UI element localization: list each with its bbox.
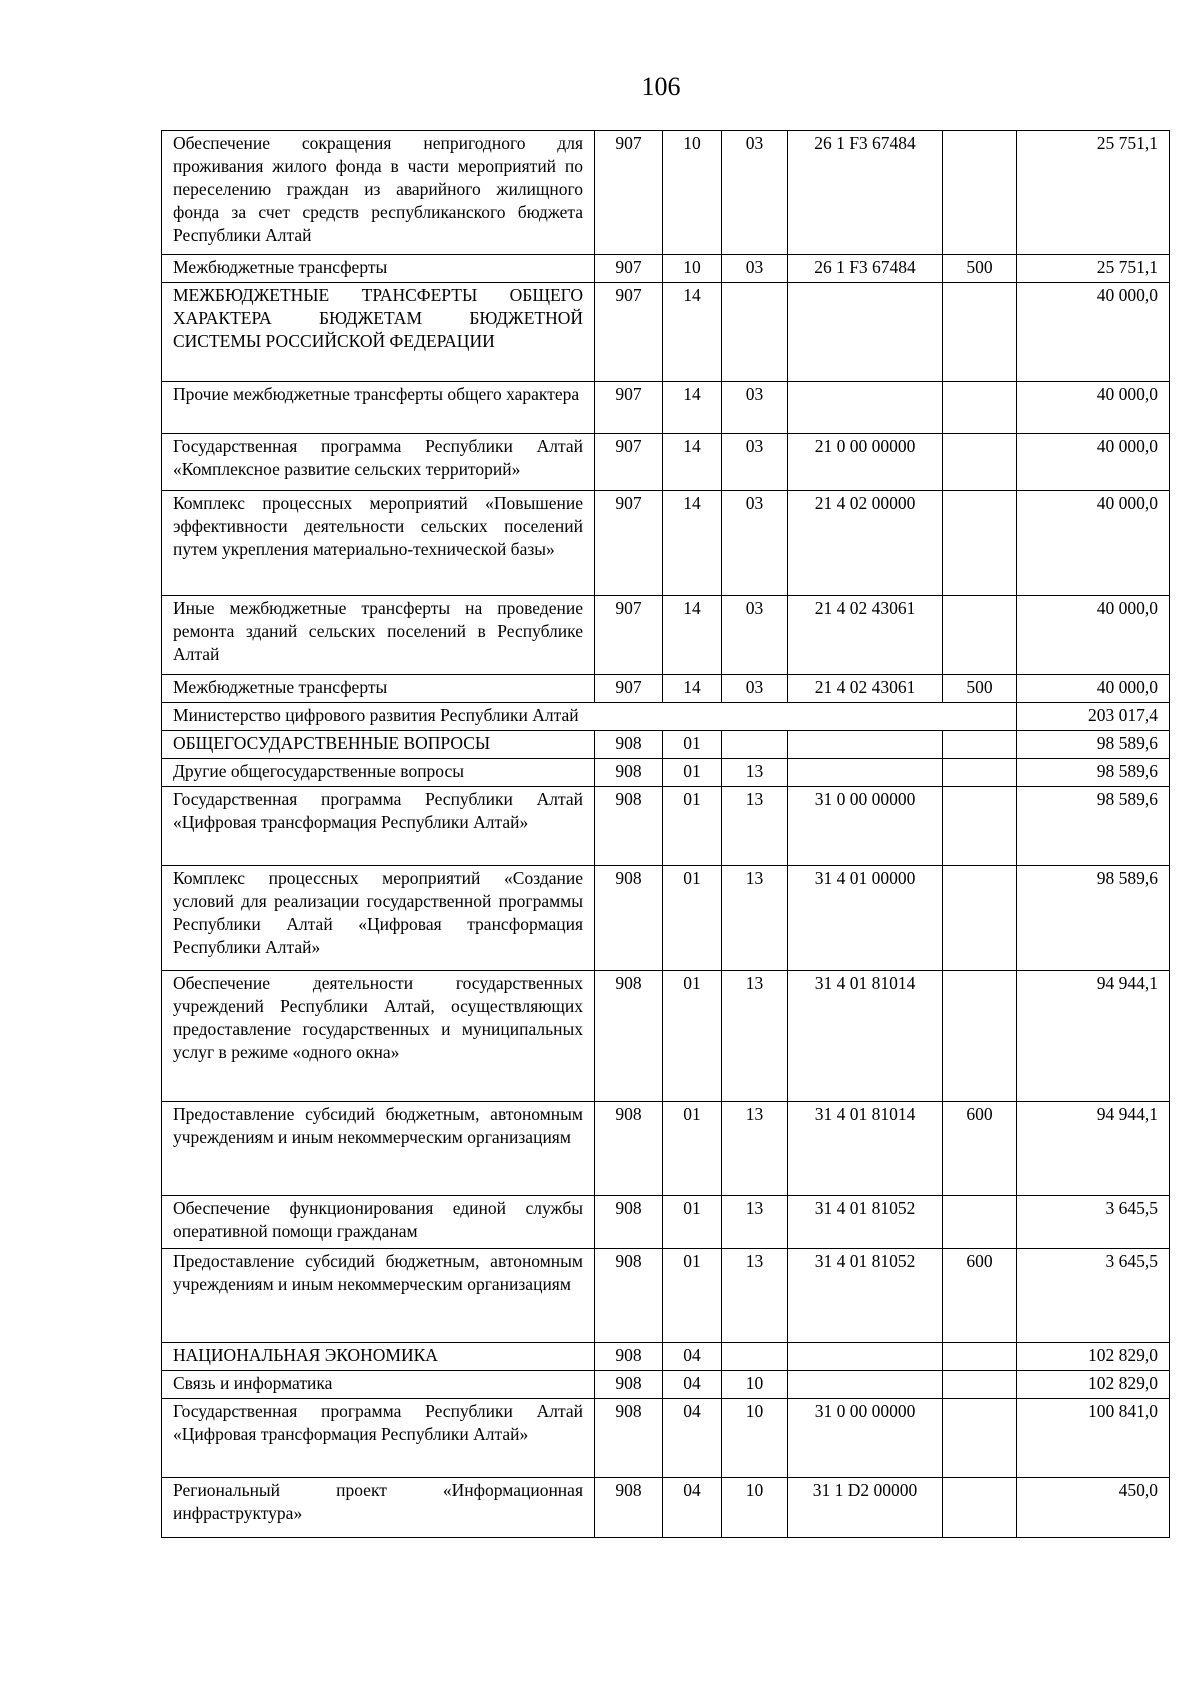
row-pr-cell bbox=[722, 283, 788, 382]
row-csr-cell: 31 4 01 81052 bbox=[788, 1249, 943, 1343]
row-gr-cell: 908 bbox=[595, 866, 663, 971]
table-row bbox=[162, 731, 1170, 759]
row-vr-cell bbox=[943, 434, 1017, 491]
row-gr-cell: 908 bbox=[595, 787, 663, 866]
row-csr-cell: 31 0 00 00000 bbox=[788, 787, 943, 866]
row-csr-cell: 21 4 02 43061 bbox=[788, 596, 943, 675]
table-row bbox=[162, 675, 1170, 703]
row-gr-cell: 907 bbox=[595, 382, 663, 434]
row-name-cell: Государственная программа Республики Алтай «Цифровая трансформация Республики Алтай» bbox=[162, 787, 595, 866]
row-rz-cell: 01 bbox=[663, 731, 722, 759]
row-name-cell: Государственная программа Республики Алтай «Комплексное развитие сельских территорий» bbox=[162, 434, 595, 491]
row-gr-cell: 907 bbox=[595, 596, 663, 675]
table-row bbox=[162, 434, 1170, 491]
table-row bbox=[162, 759, 1170, 787]
table-row bbox=[162, 1399, 1170, 1478]
row-csr-cell: 31 4 01 00000 bbox=[788, 866, 943, 971]
row-gr-cell: 908 bbox=[595, 759, 663, 787]
row-name-cell: Связь и информатика bbox=[162, 1371, 595, 1399]
row-gr-cell: 907 bbox=[595, 675, 663, 703]
row-csr-cell: 21 4 02 43061 bbox=[788, 675, 943, 703]
row-gr-cell: 908 bbox=[595, 1196, 663, 1249]
table-row bbox=[162, 866, 1170, 971]
row-name-cell: Обеспечение сокращения непригодного для проживания жилого фонда в части мероприятий по переселению граждан из аварийного жилищного фонда за счет средств республиканского бюджета Республики Алтай bbox=[162, 131, 595, 255]
row-sum-cell: 98 589,6 bbox=[1017, 731, 1170, 759]
row-rz-cell: 14 bbox=[663, 491, 722, 596]
row-vr-cell bbox=[943, 866, 1017, 971]
row-name-cell: МЕЖБЮДЖЕТНЫЕ ТРАНСФЕРТЫ ОБЩЕГО ХАРАКТЕРА БЮДЖЕТАМ БЮДЖЕТНОЙ СИСТЕМЫ РОССИЙСКОЙ ФЕДЕРАЦИИ bbox=[162, 283, 595, 382]
row-pr-cell: 03 bbox=[722, 131, 788, 255]
table-row bbox=[162, 255, 1170, 283]
row-sum-cell: 40 000,0 bbox=[1017, 434, 1170, 491]
row-pr-cell: 03 bbox=[722, 434, 788, 491]
row-vr-cell: 500 bbox=[943, 255, 1017, 283]
row-rz-cell: 10 bbox=[663, 131, 722, 255]
row-sum-cell: 40 000,0 bbox=[1017, 491, 1170, 596]
row-pr-cell: 03 bbox=[722, 596, 788, 675]
row-csr-cell: 31 4 01 81014 bbox=[788, 1102, 943, 1196]
row-csr-cell: 21 0 00 00000 bbox=[788, 434, 943, 491]
row-gr-cell: 907 bbox=[595, 491, 663, 596]
row-name-cell: Государственная программа Республики Алтай «Цифровая трансформация Республики Алтай» bbox=[162, 1399, 595, 1478]
row-vr-cell bbox=[943, 1196, 1017, 1249]
row-pr-cell: 13 bbox=[722, 759, 788, 787]
row-gr-cell: 907 bbox=[595, 255, 663, 283]
row-sum-cell: 98 589,6 bbox=[1017, 866, 1170, 971]
row-pr-cell: 13 bbox=[722, 971, 788, 1102]
row-csr-cell: 26 1 F3 67484 bbox=[788, 131, 943, 255]
row-vr-cell bbox=[943, 596, 1017, 675]
row-rz-cell: 04 bbox=[663, 1478, 722, 1538]
row-csr-cell bbox=[788, 1343, 943, 1371]
row-vr-cell: 600 bbox=[943, 1249, 1017, 1343]
row-gr-cell: 908 bbox=[595, 1371, 663, 1399]
row-pr-cell: 03 bbox=[722, 491, 788, 596]
row-gr-cell: 908 bbox=[595, 1102, 663, 1196]
row-gr-cell: 908 bbox=[595, 1478, 663, 1538]
row-csr-cell: 31 4 01 81014 bbox=[788, 971, 943, 1102]
row-vr-cell bbox=[943, 787, 1017, 866]
row-sum-cell: 98 589,6 bbox=[1017, 787, 1170, 866]
row-name-cell: НАЦИОНАЛЬНАЯ ЭКОНОМИКА bbox=[162, 1343, 595, 1371]
row-csr-cell bbox=[788, 1371, 943, 1399]
row-csr-cell: 21 4 02 00000 bbox=[788, 491, 943, 596]
row-sum-cell: 98 589,6 bbox=[1017, 759, 1170, 787]
row-gr-cell: 907 bbox=[595, 131, 663, 255]
row-vr-cell bbox=[943, 1478, 1017, 1538]
row-pr-cell bbox=[722, 731, 788, 759]
table-row bbox=[162, 596, 1170, 675]
table-row bbox=[162, 971, 1170, 1102]
row-name-cell: Обеспечение деятельности государственных учреждений Республики Алтай, осуществляющих предоставление государственных и муниципальных услуг в режиме «одного окна» bbox=[162, 971, 595, 1102]
row-vr-cell bbox=[943, 491, 1017, 596]
row-csr-cell bbox=[788, 283, 943, 382]
row-sum-cell: 100 841,0 bbox=[1017, 1399, 1170, 1478]
row-gr-cell: 908 bbox=[595, 1249, 663, 1343]
table-row bbox=[162, 703, 1170, 731]
row-rz-cell: 01 bbox=[663, 1102, 722, 1196]
table-row bbox=[162, 1102, 1170, 1196]
row-pr-cell: 13 bbox=[722, 1196, 788, 1249]
table-row bbox=[162, 491, 1170, 596]
row-rz-cell: 01 bbox=[663, 866, 722, 971]
row-pr-cell: 03 bbox=[722, 255, 788, 283]
table-row bbox=[162, 1343, 1170, 1371]
row-vr-cell bbox=[943, 1343, 1017, 1371]
row-rz-cell: 14 bbox=[663, 596, 722, 675]
row-gr-cell: 907 bbox=[595, 434, 663, 491]
row-rz-cell: 04 bbox=[663, 1399, 722, 1478]
row-sum-cell: 40 000,0 bbox=[1017, 283, 1170, 382]
row-pr-cell: 10 bbox=[722, 1371, 788, 1399]
budget-table-body bbox=[162, 131, 1170, 1538]
row-vr-cell bbox=[943, 731, 1017, 759]
row-name-cell: Предоставление субсидий бюджетным, автономным учреждениям и иным некоммерческим организациям bbox=[162, 1102, 595, 1196]
row-rz-cell: 14 bbox=[663, 434, 722, 491]
row-pr-cell: 03 bbox=[722, 675, 788, 703]
row-name-cell: Межбюджетные трансферты bbox=[162, 255, 595, 283]
row-csr-cell bbox=[788, 759, 943, 787]
row-pr-cell: 13 bbox=[722, 1102, 788, 1196]
row-rz-cell: 01 bbox=[663, 1249, 722, 1343]
row-sum-cell: 203 017,4 bbox=[1017, 703, 1170, 731]
row-name-cell: Комплекс процессных мероприятий «Создание условий для реализации государственной программы Республики Алтай «Цифровая трансформация Республики Алтай» bbox=[162, 866, 595, 971]
row-sum-cell: 94 944,1 bbox=[1017, 1102, 1170, 1196]
row-pr-cell: 13 bbox=[722, 787, 788, 866]
table-row bbox=[162, 283, 1170, 382]
row-sum-cell: 102 829,0 bbox=[1017, 1371, 1170, 1399]
row-name-cell: Предоставление субсидий бюджетным, автономным учреждениям и иным некоммерческим организациям bbox=[162, 1249, 595, 1343]
row-csr-cell: 31 4 01 81052 bbox=[788, 1196, 943, 1249]
row-rz-cell: 14 bbox=[663, 283, 722, 382]
row-rz-cell: 10 bbox=[663, 255, 722, 283]
row-sum-cell: 40 000,0 bbox=[1017, 675, 1170, 703]
row-rz-cell: 01 bbox=[663, 971, 722, 1102]
row-vr-cell bbox=[943, 759, 1017, 787]
row-pr-cell bbox=[722, 1343, 788, 1371]
row-rz-cell: 01 bbox=[663, 1196, 722, 1249]
row-sum-cell: 450,0 bbox=[1017, 1478, 1170, 1538]
row-rz-cell: 04 bbox=[663, 1343, 722, 1371]
row-name-cell: Другие общегосударственные вопросы bbox=[162, 759, 595, 787]
row-rz-cell: 14 bbox=[663, 675, 722, 703]
row-vr-cell bbox=[943, 1371, 1017, 1399]
row-gr-cell: 907 bbox=[595, 283, 663, 382]
row-rz-cell: 01 bbox=[663, 787, 722, 866]
row-name-cell: Межбюджетные трансферты bbox=[162, 675, 595, 703]
row-csr-cell bbox=[788, 382, 943, 434]
row-sum-cell: 3 645,5 bbox=[1017, 1196, 1170, 1249]
row-name-cell: Обеспечение функционирования единой службы оперативной помощи гражданам bbox=[162, 1196, 595, 1249]
row-vr-cell: 600 bbox=[943, 1102, 1017, 1196]
row-gr-cell: 908 bbox=[595, 731, 663, 759]
row-pr-cell: 13 bbox=[722, 866, 788, 971]
row-name-cell: Министерство цифрового развития Республики Алтай bbox=[162, 703, 1017, 731]
row-name-cell: ОБЩЕГОСУДАРСТВЕННЫЕ ВОПРОСЫ bbox=[162, 731, 595, 759]
row-sum-cell: 94 944,1 bbox=[1017, 971, 1170, 1102]
row-rz-cell: 01 bbox=[663, 759, 722, 787]
row-pr-cell: 10 bbox=[722, 1399, 788, 1478]
row-rz-cell: 14 bbox=[663, 382, 722, 434]
row-pr-cell: 10 bbox=[722, 1478, 788, 1538]
row-sum-cell: 25 751,1 bbox=[1017, 131, 1170, 255]
row-name-cell: Региональный проект «Информационная инфраструктура» bbox=[162, 1478, 595, 1538]
row-csr-cell bbox=[788, 731, 943, 759]
row-sum-cell: 102 829,0 bbox=[1017, 1343, 1170, 1371]
table-row bbox=[162, 787, 1170, 866]
row-pr-cell: 13 bbox=[722, 1249, 788, 1343]
row-rz-cell: 04 bbox=[663, 1371, 722, 1399]
row-sum-cell: 3 645,5 bbox=[1017, 1249, 1170, 1343]
row-sum-cell: 40 000,0 bbox=[1017, 596, 1170, 675]
row-name-cell: Прочие межбюджетные трансферты общего характера bbox=[162, 382, 595, 434]
row-gr-cell: 908 bbox=[595, 1399, 663, 1478]
row-gr-cell: 908 bbox=[595, 1343, 663, 1371]
row-sum-cell: 25 751,1 bbox=[1017, 255, 1170, 283]
row-name-cell: Комплекс процессных мероприятий «Повышение эффективности деятельности сельских поселений путем укрепления материально-технической базы» bbox=[162, 491, 595, 596]
row-vr-cell bbox=[943, 1399, 1017, 1478]
row-vr-cell bbox=[943, 971, 1017, 1102]
table-row bbox=[162, 1371, 1170, 1399]
row-sum-cell: 40 000,0 bbox=[1017, 382, 1170, 434]
table-row bbox=[162, 1249, 1170, 1343]
row-pr-cell: 03 bbox=[722, 382, 788, 434]
row-vr-cell: 500 bbox=[943, 675, 1017, 703]
row-csr-cell: 31 0 00 00000 bbox=[788, 1399, 943, 1478]
row-csr-cell: 31 1 D2 00000 bbox=[788, 1478, 943, 1538]
table-row bbox=[162, 1196, 1170, 1249]
row-vr-cell bbox=[943, 382, 1017, 434]
row-vr-cell bbox=[943, 283, 1017, 382]
budget-table bbox=[161, 130, 1170, 1538]
row-gr-cell: 908 bbox=[595, 971, 663, 1102]
table-row bbox=[162, 131, 1170, 255]
page-number: 106 bbox=[641, 72, 681, 101]
table-row bbox=[162, 1478, 1170, 1538]
table-row bbox=[162, 382, 1170, 434]
row-csr-cell: 26 1 F3 67484 bbox=[788, 255, 943, 283]
row-name-cell: Иные межбюджетные трансферты на проведение ремонта зданий сельских поселений в Республике Алтай bbox=[162, 596, 595, 675]
row-vr-cell bbox=[943, 131, 1017, 255]
